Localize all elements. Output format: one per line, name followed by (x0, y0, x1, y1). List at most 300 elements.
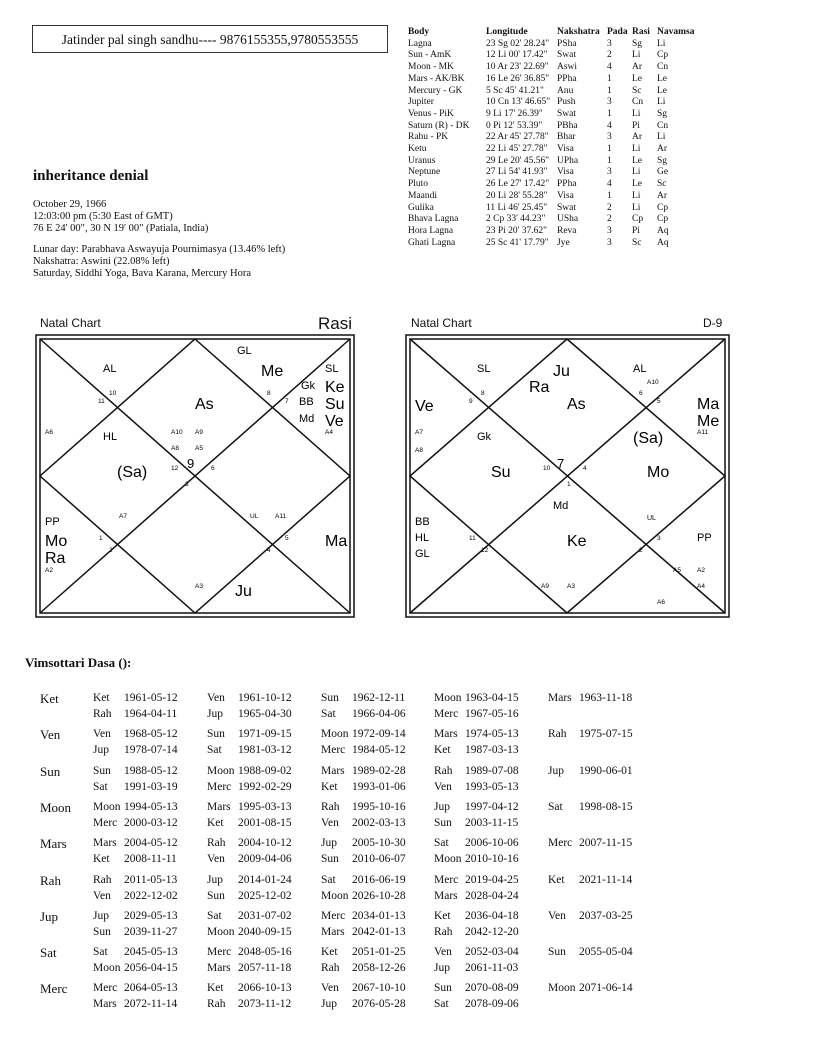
antardasa-lord: Rah (93, 873, 112, 886)
antardasa-entry (207, 728, 292, 740)
navamsa-a10: A10 (647, 379, 659, 386)
planet-navamsa: Ge (657, 167, 669, 178)
planet-row (408, 97, 707, 109)
antardasa-date: 2002-03-13 (352, 816, 406, 829)
name-phone-box: Jatinder pal singh sandhu---- 9876155355,9780553555 (32, 25, 388, 53)
antardasa-date: 2010-06-07 (352, 853, 406, 866)
dasa-lord: Moon (40, 799, 72, 815)
planet-longitude: 29 Le 20' 45.56" (486, 155, 550, 166)
planet-pada: 4 (607, 62, 612, 73)
navamsa-gk: Gk (477, 431, 492, 443)
planet-navamsa: Sc (657, 179, 667, 190)
antardasa-lord: Rah (321, 800, 340, 813)
planet-navamsa: Li (657, 38, 666, 49)
antardasa-entry (207, 982, 292, 994)
antardasa-date: 2005-10-30 (352, 837, 406, 850)
antardasa-date: 2076-05-28 (352, 998, 406, 1011)
planet-pada: 1 (607, 85, 612, 96)
navamsa-mo: Mo (647, 464, 670, 481)
antardasa-date: 2042-01-13 (352, 925, 406, 938)
planet-row (408, 179, 707, 191)
navamsa-ma: Ma (697, 396, 720, 413)
antardasa-lord: Merc (207, 946, 232, 959)
antardasa-lord: Rah (548, 728, 567, 741)
weekday-yoga: Saturday, Siddhi Yoga, Bava Karana, Mercury Hora (33, 268, 252, 279)
navamsa-house-12: 12 (481, 547, 489, 554)
antardasa-entry (321, 962, 406, 974)
dasa-lord: Sun (40, 763, 61, 779)
antardasa-entry (321, 890, 406, 902)
antardasa-date: 2019-04-25 (465, 873, 519, 886)
col-body: Body (408, 27, 430, 37)
planet-body: Sun - AmK (408, 50, 452, 61)
antardasa-lord: Moon (93, 962, 121, 975)
planet-rasi: Li (632, 108, 641, 119)
antardasa-date: 2037-03-25 (579, 909, 633, 922)
planet-navamsa: Cp (657, 214, 669, 225)
antardasa-date: 1995-03-13 (238, 800, 292, 813)
planet-navamsa: Cp (657, 202, 669, 213)
antardasa-entry (93, 926, 177, 938)
navamsa-a2: A2 (697, 567, 705, 574)
antardasa-entry (207, 926, 292, 938)
planet-row (408, 50, 707, 62)
antardasa-entry (434, 692, 519, 704)
antardasa-date: 1978-07-14 (124, 744, 178, 757)
antardasa-date: 2066-10-13 (238, 982, 292, 995)
antardasa-entry (434, 781, 519, 793)
antardasa-entry (93, 998, 177, 1010)
planet-row (408, 62, 707, 74)
antardasa-lord: Merc (93, 982, 118, 995)
antardasa-date: 2016-06-19 (352, 873, 406, 886)
navamsa-hl: HL (415, 532, 430, 544)
planet-rasi: Pi (632, 225, 640, 236)
rasi-me: Me (261, 363, 284, 380)
navamsa-a9: A9 (541, 583, 549, 590)
antardasa-date: 2003-11-15 (465, 816, 519, 829)
antardasa-lord: Ven (321, 816, 339, 829)
planet-navamsa: Aq (657, 225, 669, 236)
planet-row (408, 226, 707, 238)
antardasa-date: 1984-05-12 (352, 744, 406, 757)
rasi-house-3: 3 (185, 481, 189, 488)
antardasa-entry (93, 781, 178, 793)
antardasa-date: 2028-04-24 (465, 889, 519, 902)
rasi-chart (35, 334, 355, 618)
navamsa-a4: A4 (697, 583, 705, 590)
dasa-lord: Sat (40, 945, 57, 961)
rasi-ju: Ju (235, 583, 252, 600)
planet-pada: 2 (607, 202, 612, 213)
antardasa-entry (548, 692, 632, 704)
antardasa-date: 2067-10-10 (352, 982, 406, 995)
antardasa-lord: Moon (321, 728, 349, 741)
antardasa-entry (548, 982, 633, 994)
antardasa-entry (93, 801, 178, 813)
planet-rasi: Cp (632, 214, 644, 225)
antardasa-lord: Ket (548, 873, 565, 886)
planet-longitude: 11 Li 46' 25.45" (486, 202, 548, 213)
antardasa-date: 1963-11-18 (579, 692, 633, 704)
antardasa-date: 1968-05-12 (124, 728, 178, 741)
planet-nakshatra: Visa (557, 144, 574, 155)
dasa-lord: Ven (40, 727, 61, 743)
navamsa-house-11: 11 (469, 535, 476, 542)
navamsa-house-2: 2 (639, 547, 643, 554)
antardasa-entry (93, 962, 178, 974)
navamsa-ju: Ju (553, 363, 570, 380)
navamsa-house-7: 7 (557, 456, 565, 471)
planet-rasi: Le (632, 73, 643, 84)
antardasa-date: 1995-10-16 (352, 800, 406, 813)
antardasa-lord: Ket (207, 982, 224, 995)
planet-pada: 1 (607, 73, 612, 84)
antardasa-lord: Mars (93, 837, 117, 850)
col-navamsa: Navamsa (657, 27, 695, 37)
planet-longitude: 10 Cn 13' 46.65" (486, 97, 551, 108)
dasa-title: Vimsottari Dasa (): (25, 655, 132, 670)
antardasa-date: 2078-09-06 (465, 998, 519, 1011)
antardasa-lord: Mars (207, 962, 231, 975)
antardasa-entry (93, 853, 177, 865)
antardasa-entry (321, 910, 406, 922)
antardasa-date: 2061-11-03 (465, 962, 519, 975)
navamsa-house-8: 8 (481, 390, 485, 397)
antardasa-entry (93, 982, 178, 994)
planet-nakshatra: Swat (557, 50, 576, 61)
antardasa-date: 1961-10-12 (238, 692, 292, 704)
antardasa-entry (93, 744, 178, 756)
rasi-bb: BB (299, 396, 314, 408)
rasi-a6: A6 (45, 429, 53, 436)
antardasa-date: 2058-12-26 (352, 962, 406, 975)
dasa-lord: Mars (40, 836, 67, 852)
planet-nakshatra: USha (557, 214, 579, 225)
antardasa-lord: Sun (207, 889, 225, 902)
planet-table (408, 27, 707, 249)
rasi-ve: Ve (325, 413, 344, 430)
antardasa-entry (434, 837, 519, 849)
antardasa-date: 1998-08-15 (579, 800, 633, 813)
antardasa-lord: Merc (207, 780, 232, 793)
antardasa-lord: Ven (434, 946, 452, 959)
planet-longitude: 10 Ar 23' 22.69" (486, 62, 549, 73)
antardasa-date: 2048-05-16 (238, 946, 292, 959)
antardasa-entry (548, 728, 633, 740)
antardasa-entry (207, 692, 292, 704)
planet-longitude: 12 Li 00' 17.42" (486, 50, 548, 61)
rasi-al: AL (103, 363, 117, 375)
antardasa-date: 2052-03-04 (465, 946, 519, 959)
antardasa-lord: Ket (321, 780, 338, 793)
antardasa-date: 1990-06-01 (579, 764, 633, 777)
dasa-lord: Jup (40, 908, 59, 924)
planet-row (408, 191, 707, 203)
planet-pada: 2 (607, 50, 612, 61)
antardasa-entry (434, 982, 519, 994)
antardasa-lord: Mars (321, 925, 345, 938)
antardasa-lord: Mars (321, 764, 345, 777)
planet-body: Ketu (408, 144, 427, 155)
antardasa-lord: Rah (93, 708, 112, 720)
planet-nakshatra: Swat (557, 202, 576, 213)
antardasa-lord: Ket (93, 853, 110, 866)
antardasa-lord: Ket (321, 946, 338, 959)
antardasa-lord: Ven (207, 853, 225, 866)
planet-nakshatra: PBha (557, 120, 578, 131)
planet-rasi: Li (632, 167, 641, 178)
planet-navamsa: Sg (657, 155, 668, 166)
antardasa-date: 1989-02-28 (352, 764, 406, 777)
rasi-house-2: 2 (109, 547, 113, 554)
antardasa-entry (93, 946, 178, 958)
rasi-a3: A3 (195, 583, 203, 590)
col-rasi: Rasi (632, 27, 650, 37)
navamsa-a6: A6 (657, 599, 665, 606)
rasi-house-9: 9 (187, 456, 195, 471)
planet-longitude: 22 Li 45' 27.78" (486, 144, 548, 155)
antardasa-date: 1989-07-08 (465, 764, 519, 777)
planet-rasi: Li (632, 50, 641, 61)
planet-row (408, 86, 707, 98)
planet-pada: 1 (607, 190, 612, 201)
antardasa-entry (93, 837, 178, 849)
planet-row (408, 109, 707, 121)
antardasa-entry (207, 765, 292, 777)
antardasa-entry (548, 874, 632, 886)
rasi-house-11: 11 (98, 398, 105, 405)
navamsa-sl: SL (477, 363, 491, 375)
rasi-sa: (Sa) (117, 464, 148, 481)
antardasa-entry (207, 946, 292, 958)
planet-nakshatra: PSha (557, 38, 577, 49)
rasi-as: As (195, 396, 214, 413)
antardasa-entry (321, 926, 406, 938)
antardasa-lord: Jup (207, 873, 223, 886)
planet-nakshatra: Aswi (557, 62, 578, 73)
rasi-gl: GL (237, 345, 252, 357)
antardasa-lord: Sun (93, 764, 111, 777)
antardasa-lord: Ven (93, 728, 111, 741)
antardasa-lord: Sat (93, 946, 108, 959)
antardasa-lord: Sun (321, 692, 339, 704)
antardasa-entry (207, 962, 291, 974)
navamsa-a5: A5 (673, 567, 681, 574)
planet-nakshatra: UPha (557, 155, 579, 166)
antardasa-lord: Rah (207, 998, 226, 1011)
planet-longitude: 22 Ar 45' 27.78" (486, 132, 549, 143)
antardasa-entry (321, 946, 406, 958)
navamsa-house-5: 5 (657, 398, 661, 405)
antardasa-lord: Jup (207, 708, 223, 720)
planet-row (408, 132, 707, 144)
antardasa-entry (207, 837, 292, 849)
antardasa-date: 1971-09-15 (238, 728, 292, 741)
antardasa-entry (434, 801, 519, 813)
rasi-house-1: 1 (99, 535, 103, 542)
planet-table-body (408, 39, 707, 250)
rasi-a10: A10 (171, 429, 183, 436)
antardasa-lord: Ven (548, 909, 566, 922)
rasi-house-8: 8 (267, 390, 271, 397)
lunar-day: Lunar day: Parabhava Aswayuja Pournimasya (13.46% left) (33, 244, 286, 255)
antardasa-entry (93, 692, 178, 704)
navamsa-as: As (567, 396, 586, 413)
antardasa-entry (207, 910, 292, 922)
planet-navamsa: Cn (657, 120, 669, 131)
antardasa-date: 1993-05-13 (465, 780, 519, 793)
rasi-house-5: 5 (285, 535, 289, 542)
antardasa-date: 2057-11-18 (238, 962, 292, 975)
antardasa-entry (548, 946, 633, 958)
antardasa-lord: Sat (321, 708, 336, 720)
antardasa-date: 2051-01-25 (352, 946, 406, 959)
planet-pada: 3 (607, 225, 612, 236)
planet-nakshatra: Push (557, 97, 576, 108)
antardasa-date: 2056-04-15 (124, 962, 178, 975)
antardasa-entry (207, 853, 292, 865)
planet-pada: 3 (607, 237, 612, 248)
antardasa-date: 1975-07-15 (579, 728, 633, 741)
rasi-house-12: 12 (171, 465, 179, 472)
antardasa-date: 1966-04-06 (352, 708, 406, 720)
rasi-a11: A11 (275, 513, 287, 520)
antardasa-date: 2014-01-24 (238, 873, 292, 886)
planet-pada: 4 (607, 179, 612, 190)
planet-row (408, 167, 707, 179)
antardasa-lord: Moon (548, 982, 576, 995)
antardasa-entry (321, 692, 405, 704)
dasa-lord: Rah (40, 872, 61, 888)
planet-nakshatra: Visa (557, 190, 574, 201)
antardasa-date: 2001-08-15 (238, 816, 292, 829)
rasi-a5: A5 (195, 445, 203, 452)
antardasa-entry (434, 817, 518, 829)
antardasa-date: 2036-04-18 (465, 909, 519, 922)
antardasa-date: 2000-03-12 (124, 816, 178, 829)
antardasa-lord: Rah (434, 764, 453, 777)
antardasa-date: 2042-12-20 (465, 925, 519, 938)
antardasa-entry (548, 801, 633, 813)
rasi-md: Md (299, 413, 315, 425)
antardasa-lord: Sun (434, 982, 452, 995)
antardasa-lord: Moon (207, 764, 235, 777)
antardasa-entry (93, 817, 178, 829)
antardasa-entry (434, 946, 519, 958)
antardasa-date: 2011-05-13 (124, 873, 178, 886)
navamsa-me: Me (697, 413, 720, 430)
antardasa-date: 2022-12-02 (124, 889, 178, 902)
antardasa-entry (321, 801, 406, 813)
antardasa-entry (434, 890, 519, 902)
antardasa-entry (321, 874, 406, 886)
antardasa-lord: Jup (434, 962, 450, 975)
antardasa-entry (207, 781, 292, 793)
antardasa-entry (321, 998, 406, 1010)
dasa-lord: Merc (40, 981, 68, 997)
rasi-left-title: Natal Chart (40, 316, 101, 330)
antardasa-entry (434, 728, 519, 740)
rasi-house-7: 7 (285, 398, 289, 405)
planet-longitude: 16 Le 26' 36.85" (486, 73, 550, 84)
antardasa-date: 2006-10-06 (465, 837, 519, 850)
rasi-a7: A7 (119, 513, 127, 520)
antardasa-lord: Sun (434, 816, 452, 829)
navamsa-ve: Ve (415, 398, 434, 415)
antardasa-entry (93, 874, 177, 886)
antardasa-lord: Ven (321, 982, 339, 995)
antardasa-lord: Sun (207, 728, 225, 741)
planet-pada: 3 (607, 132, 612, 143)
antardasa-entry (434, 874, 519, 886)
antardasa-lord: Sun (93, 925, 111, 938)
birth-date: October 29, 1966 (33, 199, 107, 210)
antardasa-lord: Sat (321, 873, 336, 886)
navamsa-a7: A7 (415, 429, 423, 436)
antardasa-lord: Moon (434, 692, 462, 704)
antardasa-entry (434, 926, 519, 938)
planet-longitude: 23 Sg 02' 28.24" (486, 38, 550, 49)
planet-nakshatra: Swat (557, 108, 576, 119)
antardasa-entry (93, 890, 178, 902)
antardasa-lord: Rah (434, 925, 453, 938)
rasi-mo: Mo (45, 533, 68, 550)
rasi-pp: PP (45, 516, 60, 528)
antardasa-date: 2045-05-13 (124, 946, 178, 959)
antardasa-date: 2021-11-14 (579, 873, 633, 886)
navamsa-a8: A8 (415, 447, 423, 454)
planet-navamsa: Aq (657, 237, 669, 248)
antardasa-entry (321, 781, 406, 793)
antardasa-entry (207, 801, 292, 813)
antardasa-date: 2064-05-13 (124, 982, 178, 995)
antardasa-lord: Moon (93, 800, 121, 813)
navamsa-bb: BB (415, 516, 430, 528)
planet-nakshatra: PPha (557, 73, 577, 84)
antardasa-date: 2039-11-27 (124, 925, 178, 938)
planet-body: Mercury - GK (408, 85, 463, 96)
antardasa-entry (321, 728, 406, 740)
planet-navamsa: Ar (657, 144, 668, 155)
rasi-house-4: 4 (267, 547, 271, 554)
planet-body: Jupiter (408, 97, 434, 108)
antardasa-lord: Mars (93, 998, 117, 1011)
antardasa-entry (321, 708, 406, 720)
antardasa-date: 2026-10-28 (352, 889, 406, 902)
antardasa-entry (93, 910, 178, 922)
antardasa-entry (321, 982, 406, 994)
chart-title: inheritance denial (33, 168, 149, 184)
navamsa-ra: Ra (529, 379, 550, 396)
planet-nakshatra: Visa (557, 167, 574, 178)
planet-navamsa: Sg (657, 108, 668, 119)
planet-row (408, 203, 707, 215)
rasi-house-10: 10 (109, 390, 117, 397)
planet-rasi: Li (632, 144, 641, 155)
antardasa-entry (548, 837, 632, 849)
antardasa-lord: Ket (434, 744, 451, 757)
antardasa-entry (207, 890, 292, 902)
navamsa-house-4: 4 (583, 465, 587, 472)
antardasa-lord: Jup (434, 800, 450, 813)
antardasa-date: 1962-12-11 (352, 692, 406, 704)
rasi-right-title: Rasi (318, 314, 353, 333)
planet-navamsa: Ar (657, 190, 668, 201)
antardasa-lord: Merc (321, 744, 346, 757)
navamsa-su: Su (491, 464, 511, 481)
antardasa-entry (93, 708, 177, 720)
